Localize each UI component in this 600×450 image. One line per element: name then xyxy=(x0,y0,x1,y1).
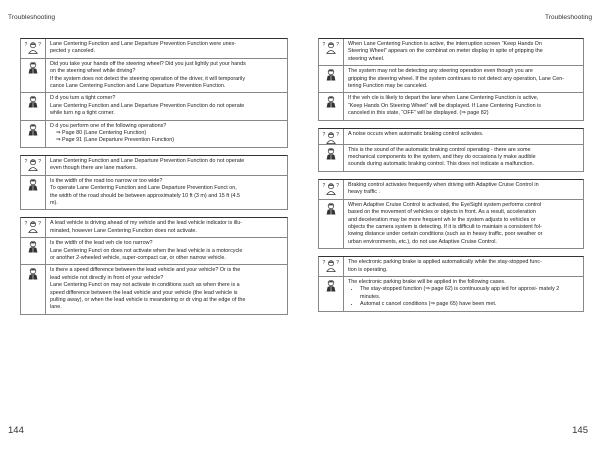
faq-block xyxy=(318,256,584,311)
text-line: m). xyxy=(50,199,58,206)
svg-text:?: ? xyxy=(336,42,339,48)
text-line: Steering Wheel” appears on the combinat on meter display in spite of gripping the xyxy=(348,48,543,55)
faq-question xyxy=(20,38,288,58)
right-column xyxy=(318,38,584,319)
faq-block xyxy=(20,38,288,148)
text-line: mechanical components to the system, and they do occasiona ly make audible xyxy=(348,154,536,161)
faq-block xyxy=(20,217,288,314)
faq-answer-text xyxy=(46,93,287,119)
text-line: Lane Centering Funct on may not activate in conditions such as when there is a xyxy=(50,282,240,289)
faq-answer xyxy=(318,65,584,92)
person-icon xyxy=(319,93,344,119)
person-icon xyxy=(319,277,344,311)
text-line: objects the camera system is detecting. If it is difficult to maintain a consistent fol- xyxy=(348,223,542,230)
svg-text:?: ? xyxy=(322,260,326,267)
text-line: If the veh cle is likely to depart the lane when Lane Centering Function is active, xyxy=(348,95,539,102)
bullet-list xyxy=(348,286,579,308)
faq-answer xyxy=(318,276,584,312)
faq-question xyxy=(318,38,584,65)
person-icon xyxy=(21,93,46,119)
text-line: A lead vehicle is driving ahead of my vehicle and the lead vehicle indicator is illu- xyxy=(50,220,243,227)
person-icon xyxy=(21,59,46,93)
bullet-item: • Automat c cancel conditions (⇒ page 65) have been met. xyxy=(360,301,579,308)
text-line: pected y canceled. xyxy=(50,48,95,55)
faq-question-text xyxy=(344,180,583,199)
text-line: Lane Centering Funct on does not activate when the lead vehicle is a motorcycle xyxy=(50,247,243,254)
text-line: cance Lane Centering Function and Lane Departure Prevention Function. xyxy=(50,83,226,90)
svg-text:?: ? xyxy=(336,260,339,267)
text-line: on the steering wheel while driving? xyxy=(50,68,136,75)
faq-question-text xyxy=(344,39,583,65)
question-person-icon xyxy=(21,39,46,58)
faq-question-text xyxy=(46,218,287,237)
question-person-icon xyxy=(319,257,344,276)
text-line: Is there a speed difference between the lead vehicle and your vehicle? Or is the xyxy=(50,267,241,274)
text-line: D d you perform one of the following operations? xyxy=(50,122,167,129)
faq-question-text xyxy=(344,257,583,276)
faq-answer xyxy=(318,144,584,172)
running-header-left: Troubleshooting xyxy=(8,14,56,21)
text-line: Did you take your hands off the steering wheel? Did you just lightly put your hands xyxy=(50,60,246,67)
faq-answer-text xyxy=(344,200,583,248)
person-icon xyxy=(319,200,344,248)
faq-question xyxy=(20,155,288,175)
text-line: pulling away), or when the lead vehicle is meandering or dr ving at the edge of the xyxy=(50,296,246,303)
text-line: urban environments, etc.), do not use Adaptive Cruise Control. xyxy=(348,238,497,245)
faq-answer-text xyxy=(344,66,583,92)
faq-answer xyxy=(20,175,288,211)
text-line: speed difference between the lead vehicle and your vehicle (the lead vehicle is xyxy=(50,289,238,296)
page-number-right: 145 xyxy=(572,425,588,436)
question-person-icon xyxy=(319,180,344,199)
svg-text:?: ? xyxy=(24,221,28,228)
faq-answer-text xyxy=(344,93,583,119)
svg-text:?: ? xyxy=(38,42,41,48)
faq-question xyxy=(318,256,584,276)
faq-answer-text xyxy=(46,176,287,210)
text-line: The electronic parking brake will be applied in the following cases. xyxy=(348,278,506,285)
faq-block xyxy=(318,38,584,121)
faq-answer-text xyxy=(46,238,287,264)
faq-block xyxy=(318,179,584,249)
person-icon xyxy=(319,145,344,171)
text-line: steering wheel. xyxy=(348,55,385,62)
faq-block xyxy=(318,128,584,172)
text-line: minated, however Lane Centering Function does not activate. xyxy=(50,227,197,234)
faq-answer xyxy=(20,264,288,314)
text-line: or another 2-wheeled vehicle, super-compact car, or other narrow vehicle. xyxy=(50,254,226,261)
faq-answer xyxy=(20,237,288,264)
svg-text:?: ? xyxy=(322,182,326,189)
text-line: the width of the road should be between approximately 10 ft (3 m) and 15 ft (4.5 xyxy=(50,192,240,199)
text-line: sounds during automatic braking control. This does not indicate a malfunction. xyxy=(348,161,534,168)
left-column xyxy=(20,38,288,322)
person-icon xyxy=(21,238,46,264)
faq-answer-text xyxy=(344,277,583,311)
page-number-left: 144 xyxy=(8,425,24,436)
svg-text:?: ? xyxy=(336,131,339,138)
faq-question-text xyxy=(46,156,287,175)
text-line: This is the sound of the automatic braking control operating - there are some xyxy=(348,146,531,153)
faq-answer-text xyxy=(46,59,287,93)
faq-answer xyxy=(20,58,288,93)
bullet-item: • The stay-stopped function (⇒ page 62) is continuously app ied for approxi- mately 2 minutes. xyxy=(360,286,579,301)
text-line: lead vehicle not directly in front of your vehicle? xyxy=(50,274,164,281)
text-line: Lane Centering Function and Lane Departure Prevention Function do not operate xyxy=(50,102,245,109)
faq-answer xyxy=(318,199,584,249)
text-line: When Lane Centering Function is active, the interruption screen “Keep Hands On xyxy=(348,41,542,47)
faq-question xyxy=(318,128,584,144)
person-icon xyxy=(319,66,344,92)
text-line: To operate Lane Centering Function and Lane Departure Prevention Funct on, xyxy=(50,185,237,192)
page-reference[interactable]: ⇒ Page 80 (Lane Centering Function) xyxy=(56,130,147,137)
text-line: canceled in this state, “OFF” will be displayed. (⇒ page 82) xyxy=(348,110,489,117)
person-icon xyxy=(21,265,46,313)
text-line: lowing distance under certain conditions (such as in heavy traffic, poor weather or xyxy=(348,231,543,238)
faq-answer-text xyxy=(46,121,287,147)
text-line: gripping the steering wheel. If the system continues to not detect any operation, Lane Cen- xyxy=(348,75,565,82)
text-line: If the system does not detect the steering operation of the driver, it will temporarily xyxy=(50,75,246,82)
text-line: Lane Centering Function and Lane Departure Prevention Function do not operate xyxy=(50,157,245,164)
svg-text:?: ? xyxy=(24,42,28,48)
faq-question-text xyxy=(344,129,583,144)
text-line: Lane Centering Function and Lane Departure Prevention Function were unex- xyxy=(50,41,237,47)
text-line: The electronic parking brake is applied automatically while the stay-stopped func- xyxy=(348,259,542,266)
text-line: Is the width of the road too narrow or too wide? xyxy=(50,177,163,184)
question-person-icon xyxy=(319,39,344,65)
question-person-icon xyxy=(21,156,46,175)
svg-text:?: ? xyxy=(38,221,41,228)
text-line: tering Function may be canceled. xyxy=(348,83,428,90)
text-line: based on the movement of vehicles or objects in front. As a result, acceleration xyxy=(348,209,536,216)
text-line: The system may not be detecting any steering operation even though you are xyxy=(348,68,533,75)
faq-answer xyxy=(20,120,288,148)
svg-text:?: ? xyxy=(322,131,326,138)
faq-answer-text xyxy=(344,145,583,171)
person-icon xyxy=(21,176,46,210)
faq-question xyxy=(20,217,288,237)
svg-text:?: ? xyxy=(322,42,326,48)
text-line: When Adaptive Cruise Control is activated, the EyeSight system performs control xyxy=(348,201,542,208)
text-line: D d you turn a tight corner? xyxy=(50,95,116,102)
text-line: while turn ng a tight corner. xyxy=(50,110,115,117)
page-reference[interactable]: ⇒ Page 91 (Lane Departure Prevention Function) xyxy=(56,137,175,144)
person-icon xyxy=(21,121,46,147)
svg-text:?: ? xyxy=(38,158,41,165)
text-line: Is the width of the lead veh cle too narrow? xyxy=(50,240,153,247)
text-line: heavy traffic . xyxy=(348,189,380,196)
faq-answer xyxy=(20,92,288,119)
faq-question-text xyxy=(46,39,287,58)
text-line: A noise occurs when automatic braking control activates. xyxy=(348,130,484,137)
text-line: tion is operating. xyxy=(348,266,388,273)
faq-answer-text xyxy=(46,265,287,313)
text-line: and deceleration may be more frequent wh le the system adjusts to vehicles or xyxy=(348,216,536,223)
text-line: lane. xyxy=(50,304,62,311)
faq-question xyxy=(318,179,584,199)
text-line: “Keep Hands On Steering Wheel” will be displayed. If Lane Centering Function is xyxy=(348,102,541,109)
text-line: even though there are lane markers. xyxy=(50,165,137,172)
question-person-icon xyxy=(319,129,344,144)
question-person-icon xyxy=(21,218,46,237)
svg-text:?: ? xyxy=(336,182,339,189)
faq-answer xyxy=(318,92,584,120)
faq-block xyxy=(20,155,288,210)
text-line: Braking control activates frequently when driving with Adaptive Cruise Control in xyxy=(348,181,539,188)
running-header-right: Troubleshooting xyxy=(544,14,592,21)
svg-text:?: ? xyxy=(24,158,28,165)
